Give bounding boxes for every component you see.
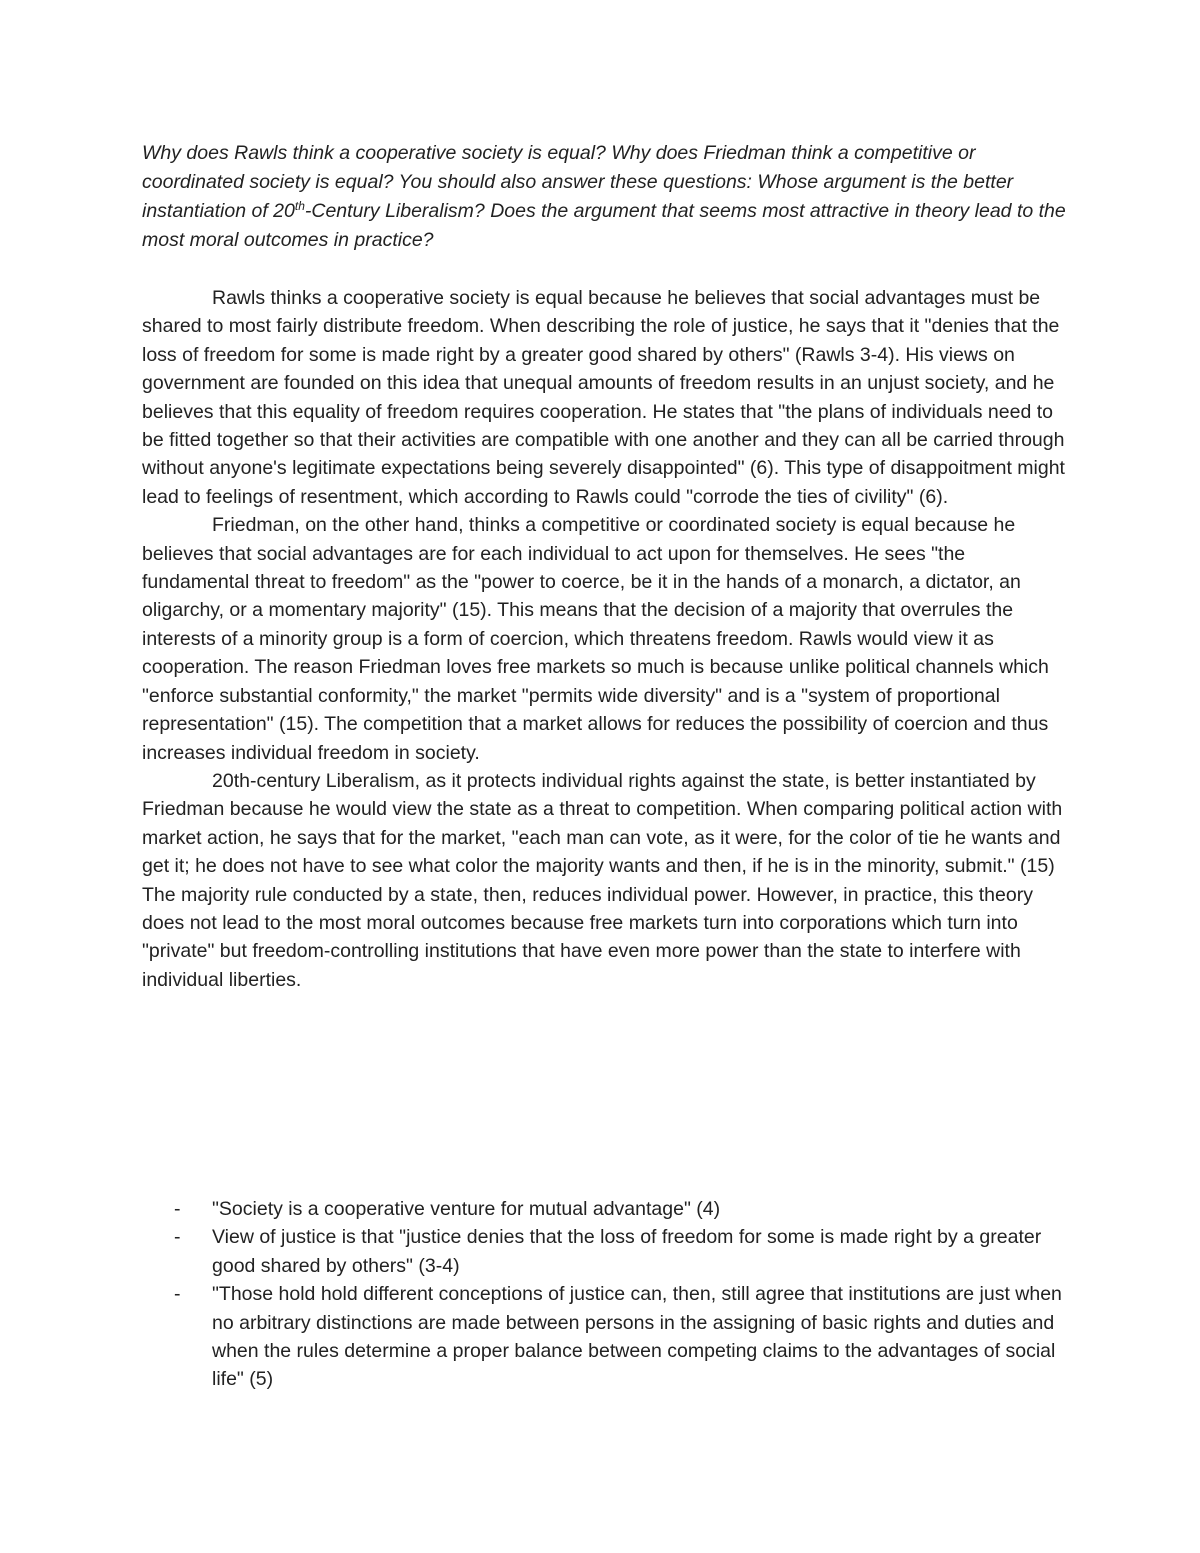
prompt-text-part2: -Century Liberalism? Does the argument that seems most attractive in theory lead to the most moral outcomes in practice?	[142, 200, 1066, 251]
dash-bullet: -	[174, 1283, 181, 1306]
prompt-superscript: th	[294, 199, 305, 213]
note-text: "Those hold hold different conceptions of justice can, then, still agree that institutions are just when no arbitrary distinctions are made between persons in the assigning of basic rights and duties and when the rules determine a proper balance between competing claims to the advantages of social life" (5)	[212, 1283, 1062, 1391]
essay-body	[142, 284, 1072, 994]
note-text: "Society is a cooperative venture for mutual advantage" (4)	[212, 1198, 721, 1220]
list-item	[142, 1195, 1072, 1223]
essay-paragraph-rawls: Rawls thinks a cooperative society is equal because he believes that social advantages must be shared to most fairly distribute freedom. When describing the role of justice, he says that it "denies that the loss of freedom for some is made right by a greater good shared by others" (Rawls 3-4). His views on government are founded on this idea that unequal amounts of freedom results in an unjust society, and he believes that this equality of freedom requires cooperation. He states that "the plans of individuals need to be fitted together so that their activities are compatible with one another and they can all be carried through without anyone's legitimate expectations being severely disappointed" (6). This type of disappoitment might lead to feelings of resentment, which according to Rawls could "corrode the ties of civility" (6).	[142, 287, 1065, 508]
notes-list	[142, 1195, 1072, 1394]
prompt-text-part1: Why does Rawls think a cooperative society is equal? Why does Friedman think a competitive or coordinated society is equal? You should also answer these questions: Whose argument is the better instantiation of 20	[142, 142, 1014, 222]
list-item	[142, 1280, 1072, 1394]
document-page	[142, 139, 1072, 994]
dash-bullet: -	[174, 1226, 181, 1249]
essay-paragraph-liberalism: 20th-century Liberalism, as it protects individual rights against the state, is better instantiated by Friedman because he would view the state as a threat to competition. When comparing political action with market action, he says that for the market, "each man can vote, as it were, for the color of tie he wants and get it; he does not have to see what color the majority wants and then, if he is in the minority, submit." (15) The majority rule conducted by a state, then, reduces individual power. However, in practice, this theory does not lead to the most moral outcomes because free markets turn into corporations which turn into "private" but freedom-controlling institutions that have even more power than the state to interfere with individual liberties.	[142, 769, 1063, 991]
list-item	[142, 1223, 1072, 1280]
essay-prompt	[142, 139, 1072, 255]
note-text: View of justice is that "justice denies that the loss of freedom for some is made right by a greater good shared by others" (3-4)	[212, 1226, 1042, 1277]
dash-bullet: -	[174, 1198, 181, 1220]
essay-paragraph-friedman: Friedman, on the other hand, thinks a competitive or coordinated society is equal because he believes that social advantages are for each individual to act upon for themselves. He sees "the fundamental threat to freedom" as the "power to coerce, be it in the hands of a monarch, a dictator, an oligarchy, or a momentary majority" (15). This means that the decision of a majority that overrules the interests of a minority group is a form of coercion, which threatens freedom. Rawls would view it as cooperation. The reason Friedman loves free markets so much is because unlike political channels which "enforce substantial conformity," the market "permits wide diversity" and is a "system of proportional representation" (15). The competition that a market allows for reduces the possibility of coercion and thus increases individual freedom in society.	[142, 514, 1049, 764]
